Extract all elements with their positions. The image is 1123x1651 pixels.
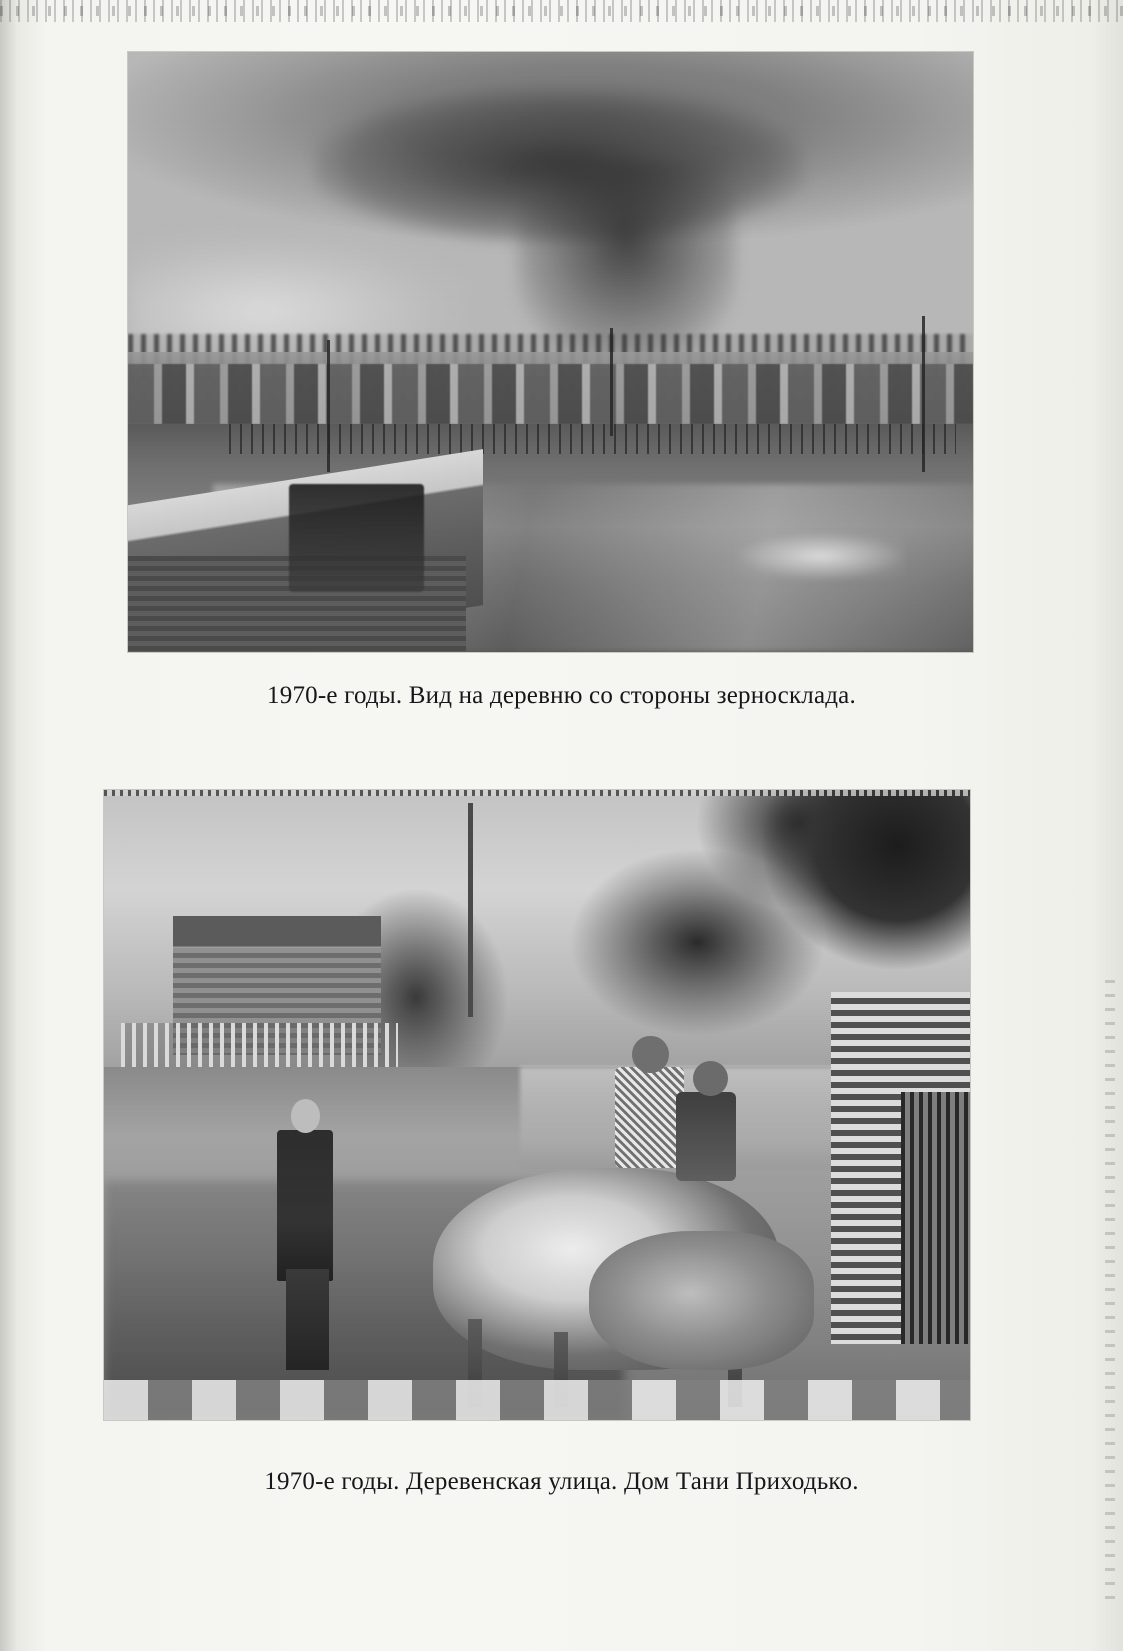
photo2-film-grain xyxy=(104,790,970,1420)
village-street-photo xyxy=(104,790,970,1420)
figure-1-caption: 1970-е годы. Вид на деревню со стороны зерносклада. xyxy=(267,682,856,709)
figure-2-caption: 1970-е годы. Деревенская улица. Дом Тани Приходько. xyxy=(264,1468,859,1495)
scan-artifact-right xyxy=(1105,980,1115,1600)
